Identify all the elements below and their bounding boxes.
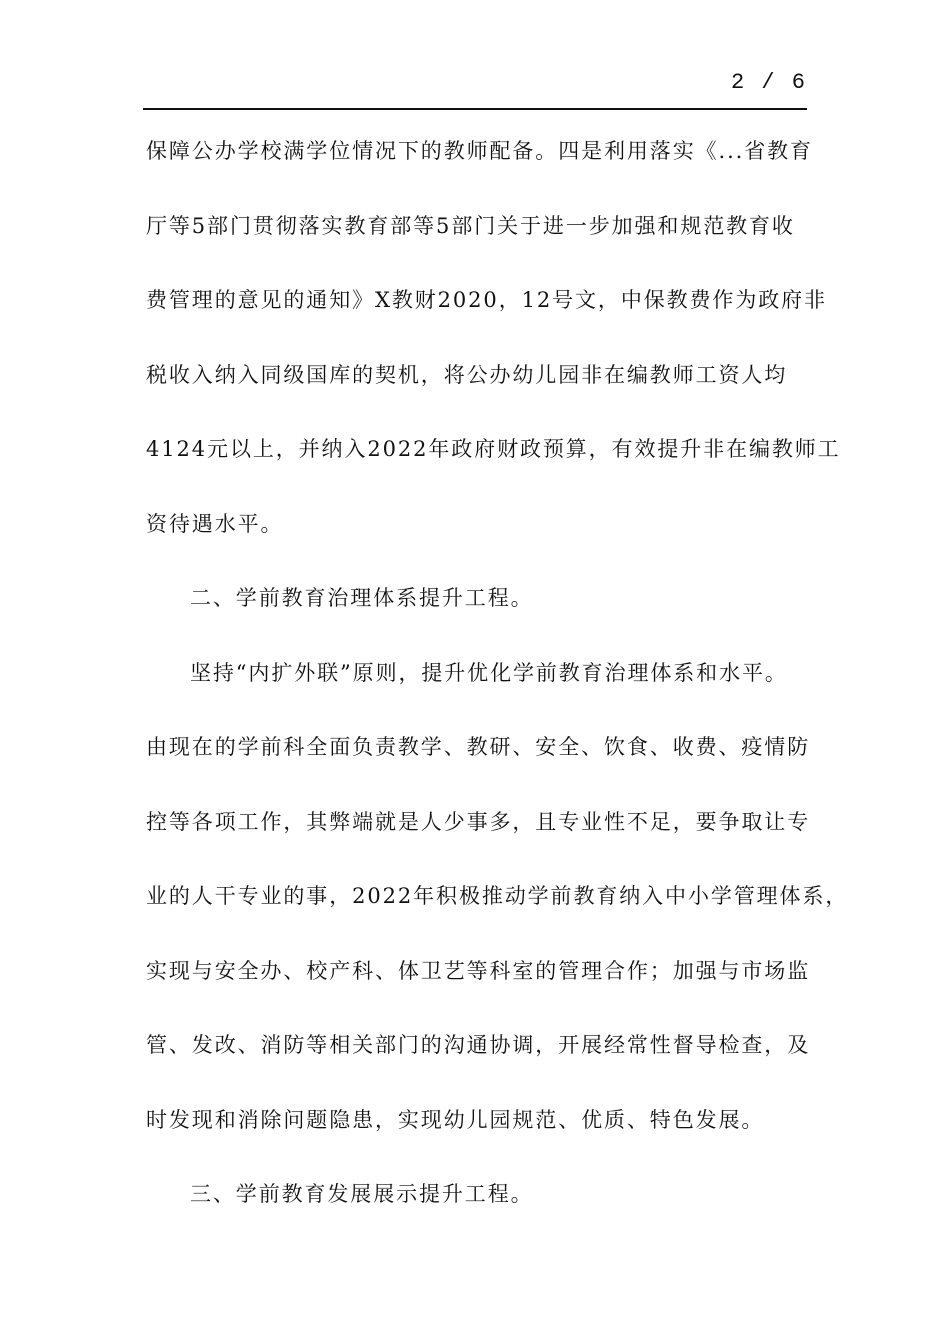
text-line: 管、发改、消防等相关部门的沟通协调，开展经常性督导检查，及 [146,1033,811,1057]
document-body [146,136,849,1254]
text-line: 坚持“内扩外联”原则，提升优化学前教育治理体系和水平。 [190,660,788,685]
text-line: 资待遇水平。 [146,511,284,536]
header-divider [143,108,807,110]
text-line: 控等各项工作，其弊端就是人少事多，且专业性不足，要争取让专 [146,809,811,834]
text-line: 实现与安全办、校产科、体卫艺等科室的管理合作；加强与市场监 [146,958,811,983]
text-line: 时发现和消除问题隐患，实现幼儿园规范、优质、特色发展。 [146,1107,765,1132]
text-line: 厅等5部门贯彻落实教育部等5部门关于进一步加强和规范教育收 [146,213,795,238]
text-line: 费管理的意见的通知》X教财2020，12号文，中保教费作为政府非 [146,288,827,312]
text-line: 保障公办学校满学位情况下的教师配备。四是利用落实《...省教育 [146,139,813,163]
text-line: 业的人干专业的事，2022年积极推动学前教育纳入中小学管理体系， [146,884,849,908]
text-line: 由现在的学前科全面负责教学、教研、安全、饮食、收费、疫情防 [146,735,811,759]
section-heading: 二、学前教育治理体系提升工程。 [190,586,534,610]
text-line: 税收入纳入同级国库的契机，将公办幼儿园非在编教师工资人均 [146,362,788,387]
text-line: 4124元以上，并纳入2022年政府财政预算，有效提升非在编教师工 [146,437,841,461]
section-heading: 三、学前教育发展展示提升工程。 [190,1182,534,1206]
page-number: 2 / 6 [730,70,807,95]
